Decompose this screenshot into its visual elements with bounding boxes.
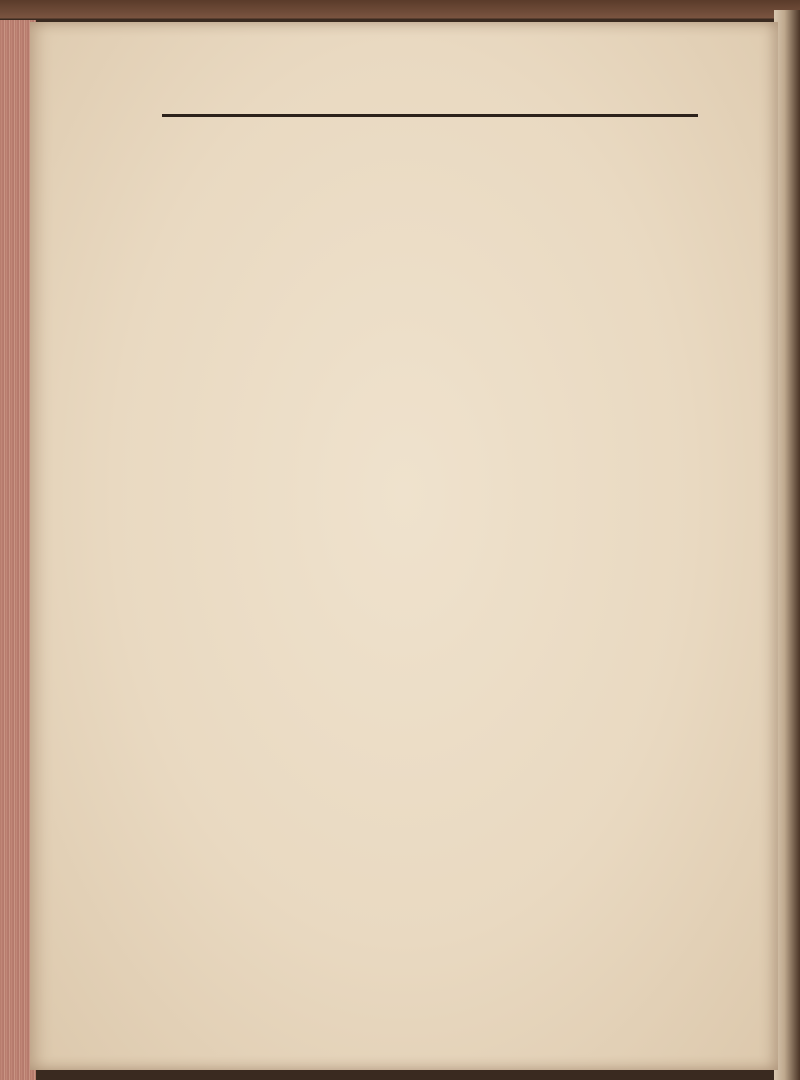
fleuron-band-icon [162, 84, 698, 148]
paper-sheet [30, 22, 778, 1070]
drop-cap [160, 398, 200, 446]
